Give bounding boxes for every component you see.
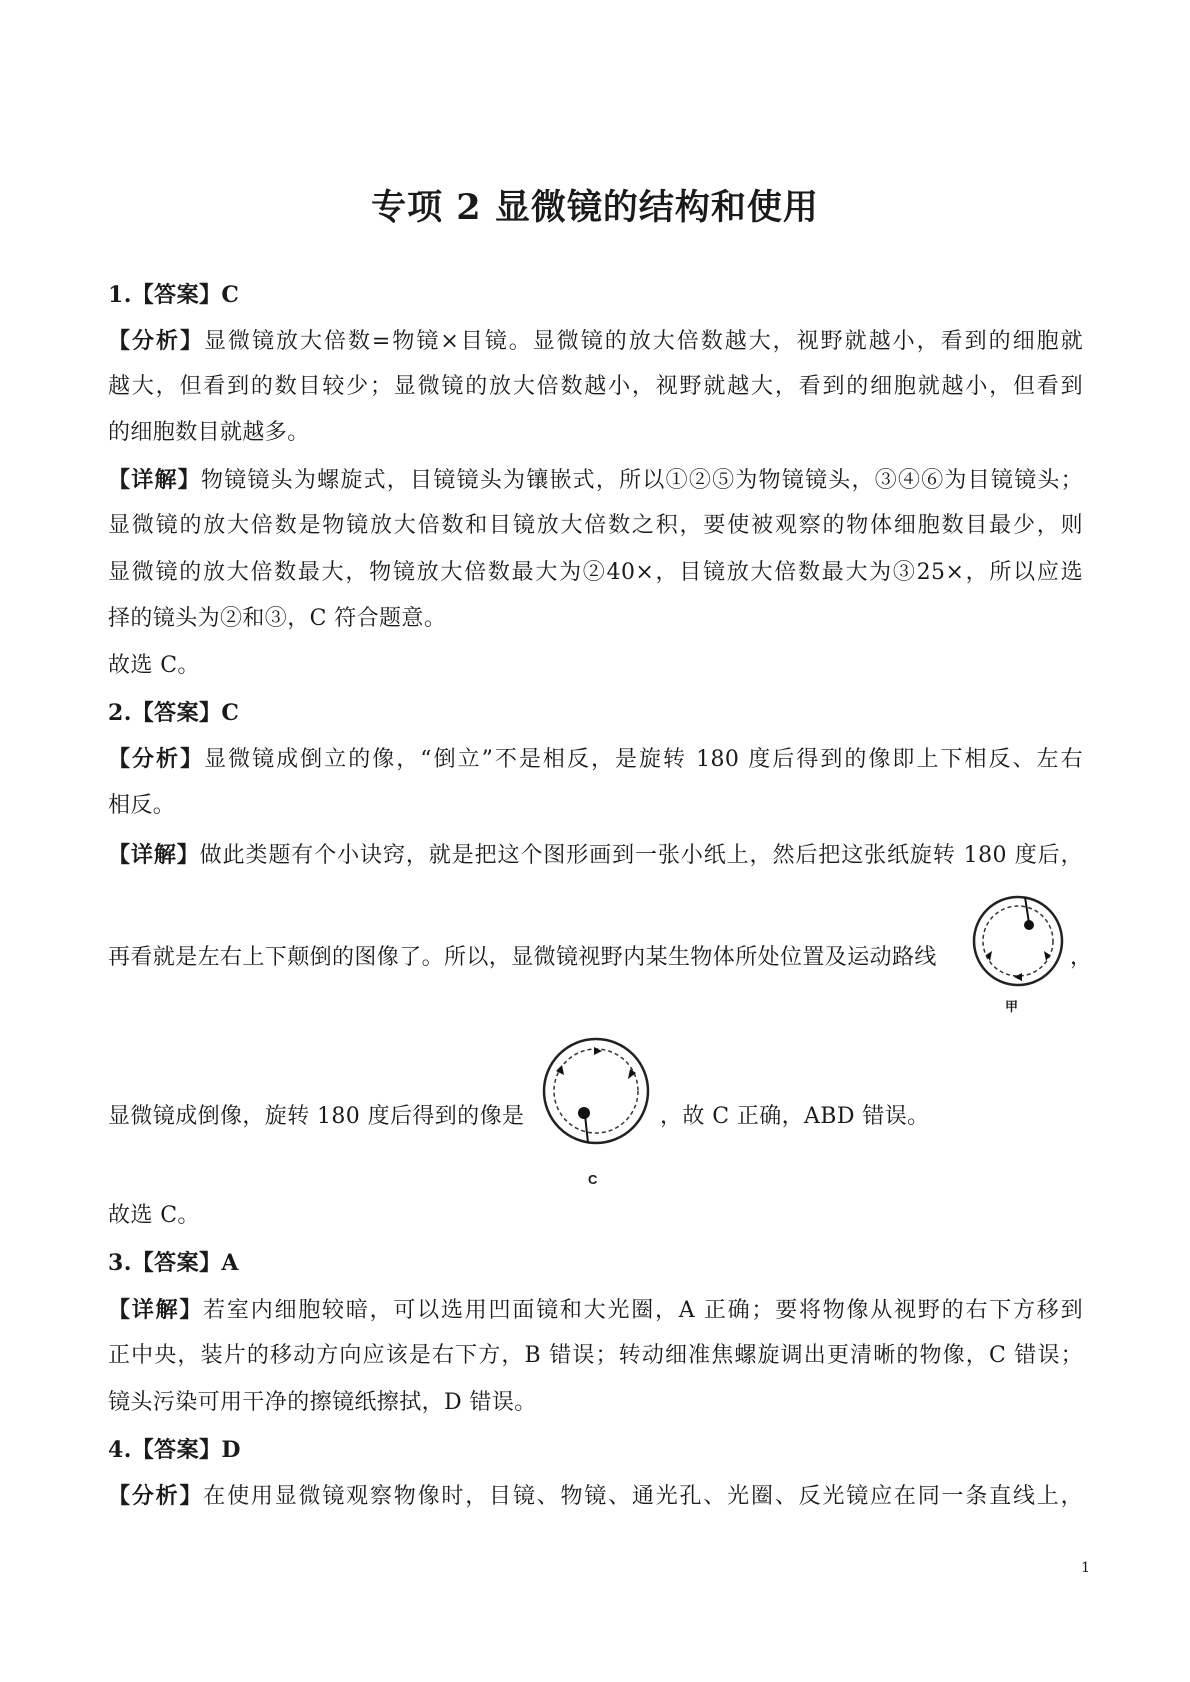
analysis-tag: 【分析】 [108, 1483, 204, 1509]
q1-conclusion: 故选 C。 [108, 653, 200, 678]
q1-answer: 1.【答案】C [108, 282, 240, 308]
q4-analysis-line-1: 【分析】在使用显微镜观察物像时，目镜、物镜、通光孔、光圈、反光镜应在同一条直线上， [108, 1483, 1083, 1509]
q2-detail-line-3-end: ，故 C 正确，ABD 错误。 [660, 1104, 930, 1129]
organism-dot [578, 1107, 590, 1119]
detail-tag: 【详解】 [108, 467, 201, 493]
q1-detail-line-4: 择的镜头为②和③，C 符合题意。 [108, 606, 447, 631]
arrow-top [594, 1047, 602, 1055]
figure-jia-caption: 甲 [1005, 999, 1019, 1014]
page-title: 专项 2 显微镜的结构和使用 [371, 187, 819, 228]
pointer-line [585, 1115, 588, 1143]
q3-detail-line-1: 【详解】若室内细胞较暗，可以选用凹面镜和大光圈，A 正确；要将物像从视野的右下方移到 [108, 1297, 1083, 1323]
arrow-right [1044, 951, 1050, 961]
analysis-tag: 【分析】 [108, 328, 204, 354]
q3-answer: 3.【答案】A [108, 1250, 239, 1276]
q1-detail-line-2: 显微镜的放大倍数是物镜放大倍数和目镜放大倍数之积，要使被观察的物体细胞数目最少，则 [108, 513, 1083, 538]
figure-c [536, 1033, 656, 1153]
q2-detail-line-2-end: ， [1070, 945, 1093, 970]
q4-answer: 4.【答案】D [108, 1437, 241, 1463]
pointer-line [1025, 897, 1029, 923]
field-of-view-circle [544, 1039, 648, 1143]
q2-analysis-line-1: 【分析】显微镜成倒立的像，“倒立”不是相反，是旋转 180 度后得到的像即上下相反、左右 [108, 746, 1083, 772]
q2-analysis-line-2: 相反。 [108, 793, 176, 818]
q1-analysis-line-3: 的细胞数目就越多。 [108, 420, 310, 445]
q1-detail-line-3: 显微镜的放大倍数最大，物镜放大倍数最大为②40×，目镜放大倍数最大为③25×，所以应选 [108, 560, 1083, 585]
q2-detail-line-3: 显微镜成倒像，旋转 180 度后得到的像是 [108, 1104, 525, 1129]
detail-tag: 【详解】 [108, 842, 200, 868]
q2-detail-line-1: 【详解】做此类题有个小诀窍，就是把这个图形画到一张小纸上，然后把这张纸旋转 180 度后， [108, 842, 1083, 868]
arrow-left [986, 951, 992, 961]
analysis-tag: 【分析】 [108, 746, 205, 772]
motion-path [554, 1049, 638, 1133]
figure-jia [968, 893, 1068, 993]
q2-detail-line-2: 再看就是左右上下颠倒的图像了。所以，显微镜视野内某生物体所处位置及运动路线 [108, 945, 937, 970]
q1-detail-line-1: 【详解】物镜镜头为螺旋式，目镜镜头为镶嵌式，所以①②⑤为物镜镜头，③④⑥为目镜镜头； [108, 467, 1083, 493]
organism-dot [1024, 920, 1034, 930]
detail-tag: 【详解】 [108, 1297, 204, 1323]
q2-answer: 2.【答案】C [108, 700, 240, 726]
q2-conclusion: 故选 C。 [108, 1203, 200, 1228]
figure-c-caption: C [588, 1172, 598, 1187]
field-of-view-circle [974, 897, 1062, 985]
motion-path [983, 906, 1053, 976]
q3-detail-line-3: 镜头污染可用干净的擦镜纸擦拭，D 错误。 [108, 1390, 537, 1415]
q1-analysis-line-1: 【分析】显微镜放大倍数=物镜×目镜。显微镜的放大倍数越大，视野就越小，看到的细胞就 [108, 328, 1084, 354]
q1-analysis-line-2: 越大，但看到的数目较少；显微镜的放大倍数越小，视野就越大，看到的细胞就越小，但看到 [108, 374, 1083, 399]
arrow-bottom [1014, 973, 1022, 981]
page-number: 1 [1081, 1560, 1090, 1576]
q3-detail-line-2: 正中央，装片的移动方向应该是右下方，B 错误；转动细准焦螺旋调出更清晰的物像，C 错误； [108, 1343, 1083, 1368]
